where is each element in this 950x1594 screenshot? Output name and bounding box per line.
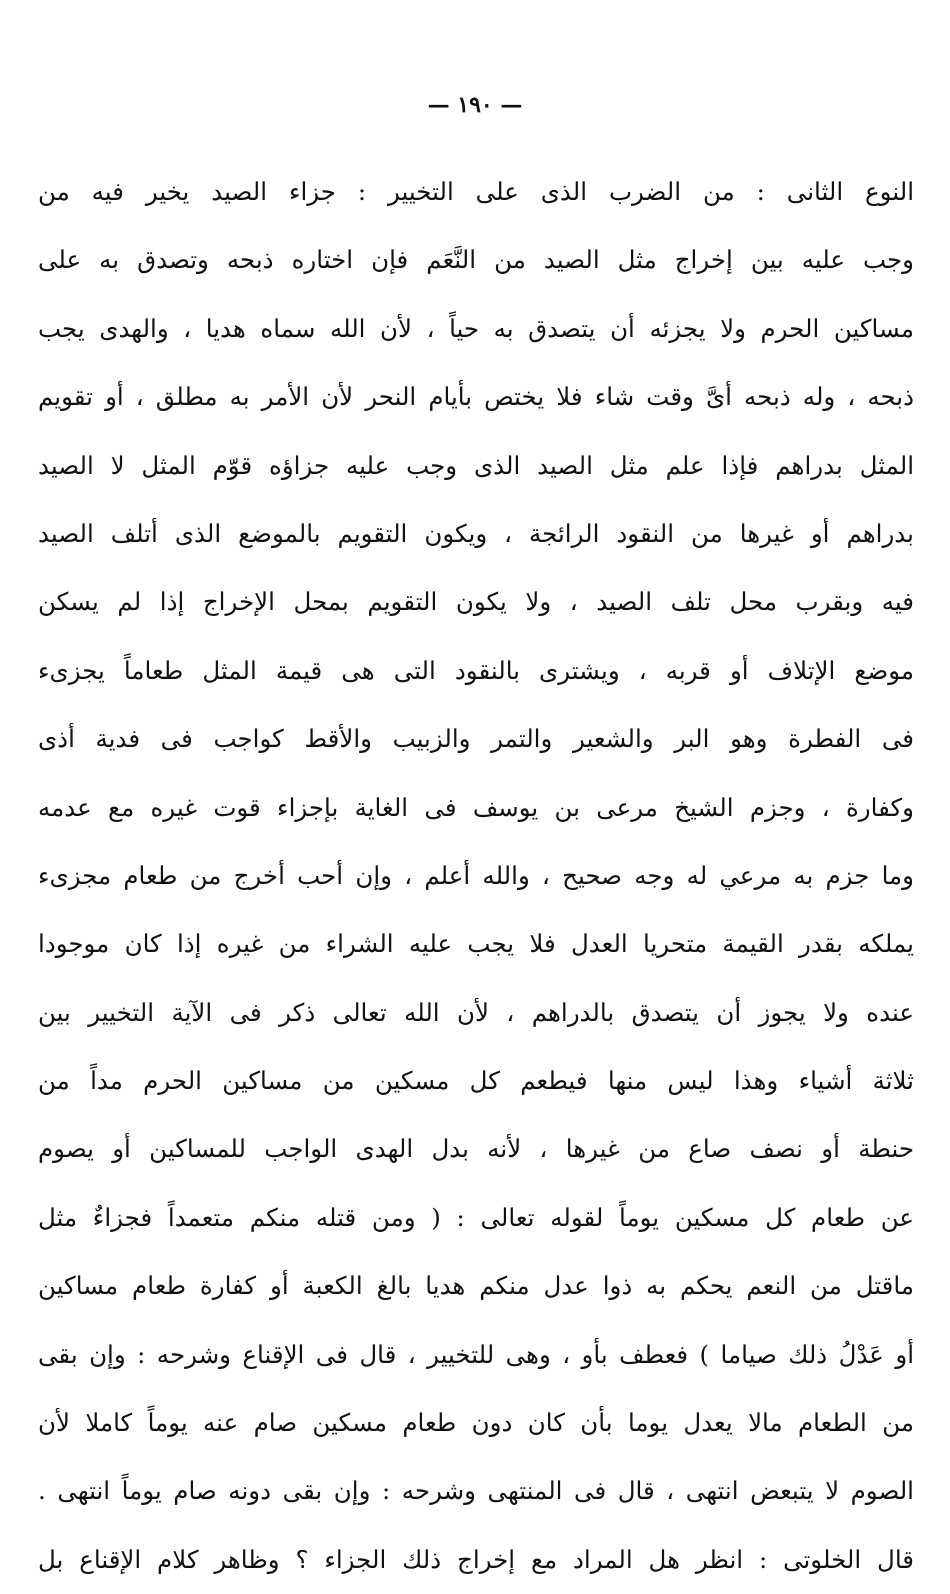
- text-line: يملكه بقدر القيمة متحريا العدل فلا يجب عليه الشراء من غيره إذا كان موجودا: [38, 929, 914, 959]
- text-line: فى الفطرة وهو البر والشعير والتمر والزبيب والأقط كواجب فى فدية أذى: [38, 724, 914, 754]
- text-line: ثلاثة أشياء وهذا ليس منها فيطعم كل مسكين من مساكين الحرم مداً من: [38, 1066, 914, 1096]
- text-line: قال الخلوتى : انظر هل المراد مع إخراج ذلك الجزاء ؟ وظاهر كلام الإقناع بل: [38, 1544, 914, 1574]
- body-text: [38, 158, 914, 1594]
- text-line: النوع الثانى : من الضرب الذى على التخيير : جزاء الصيد يخير فيه من: [38, 177, 914, 206]
- text-line: الصوم لا يتبعض انتهى ، قال فى المنتهى وشرحه : وإن بقى دونه صام يوماً انتهى .: [38, 1476, 914, 1506]
- text-line: ذبحه ، وله ذبحه أىَّ وقت شاء فلا يختص بأيام النحر لأن الأمر به مطلق ، أو تقويم: [38, 382, 914, 412]
- text-line: عن طعام كل مسكين يوماً لقوله تعالى : ( ومن قتله منكم متعمداً فجزاءٌ مثل: [38, 1202, 914, 1232]
- text-line: موضع الإتلاف أو قربه ، ويشترى بالنقود التى هى قيمة المثل طعاماً يجزىء: [38, 655, 914, 685]
- page-number: — ١٩٠ —: [427, 92, 523, 118]
- text-line: عنده ولا يجوز أن يتصدق بالدراهم ، لأن الله تعالى ذكر فى الآية التخيير بين: [38, 997, 914, 1027]
- text-line: حنطة أو نصف صاع من غيرها ، لأنه بدل الهدى الواجب للمساكين أو يصوم: [38, 1134, 914, 1164]
- text-line: المثل بدراهم فإذا علم مثل الصيد الذى وجب عليه جزاؤه قوّم المثل لا الصيد: [38, 450, 914, 480]
- text-line: وما جزم به مرعي له وجه صحيح ، والله أعلم ، وإن أحب أخرج من طعام مجزىء: [38, 860, 914, 890]
- text-line: بدراهم أو غيرها من النقود الرائجة ، ويكون التقويم بالموضع الذى أتلف الصيد: [38, 518, 914, 548]
- text-line: من الطعام مالا يعدل يوما بأن كان دون طعام مسكين صام عنه يوماً كاملا لأن: [38, 1408, 914, 1438]
- text-line: وكفارة ، وجزم الشيخ مرعى بن يوسف فى الغاية بإجزاء قوت غيره مع عدمه: [38, 792, 914, 822]
- text-line: أو عَدْلُ ذلك صياما ) فعطف بأو ، وهى للتخيير ، قال فى الإقناع وشرحه : وإن بقى: [38, 1339, 914, 1369]
- text-line: فيه وبقرب محل تلف الصيد ، ولا يكون التقويم بمحل الإخراج إذا لم يسكن: [38, 587, 914, 617]
- text-line: ماقتل من النعم يحكم به ذوا عدل منكم هديا بالغ الكعبة أو كفارة طعام مساكين: [38, 1271, 914, 1301]
- text-line: مساكين الحرم ولا يجزئه أن يتصدق به حياً ، لأن الله سماه هديا ، والهدى يجب: [38, 313, 914, 343]
- text-line: وجب عليه بين إخراج مثل الصيد من النَّعَم فإن اختاره ذبحه وتصدق به على: [38, 245, 914, 275]
